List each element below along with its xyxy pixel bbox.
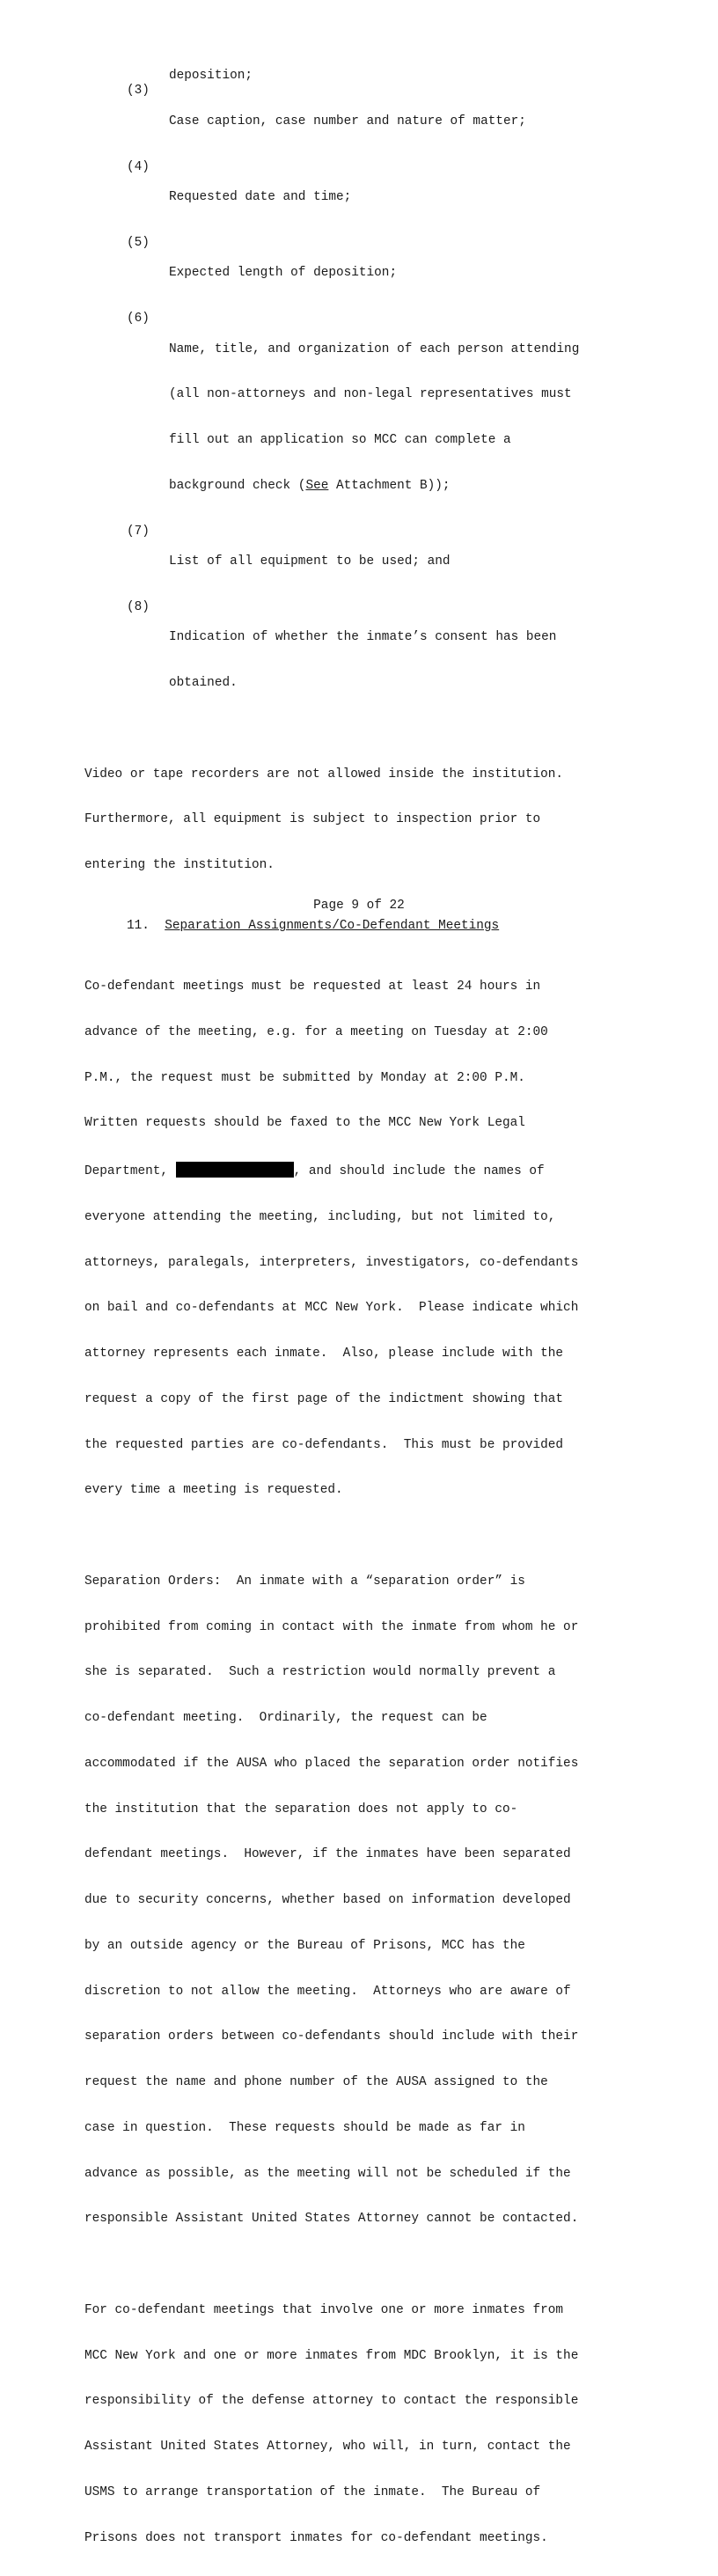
section-heading [84, 919, 648, 934]
section-title: Separation Assignments/Co-Defendant Meetings [165, 919, 500, 933]
list-item-text-with-reference [169, 479, 579, 494]
paragraph-line: on bail and co-defendants at MCC New York. Please indicate which [84, 1301, 579, 1316]
paragraph-line: Co-defendant meetings must be requested at least 24 hours in [84, 980, 541, 994]
mdc-transport-paragraph [84, 2272, 648, 2576]
paragraph-line: Video or tape recorders are not allowed inside the institution. [84, 767, 564, 782]
list-item [84, 236, 648, 312]
reference-prefix: background check ( [169, 478, 306, 493]
paragraph-line: accommodated if the AUSA who placed the separation order notifies [84, 1756, 579, 1771]
redaction-block [176, 1162, 294, 1178]
paragraph-line: advance as possible, as the meeting will not be scheduled if the [84, 2166, 571, 2181]
paragraph-line: attorney represents each inmate. Also, please include with the [84, 1347, 564, 1361]
paragraph-line: For co-defendant meetings that involve one or more inmates from [84, 2302, 564, 2317]
redacted-line-suffix: , and should include the names of [293, 1164, 545, 1178]
paragraph-line: MCC New York and one or more inmates from MDC Brooklyn, it is the [84, 2348, 579, 2363]
paragraph-line: request a copy of the first page of the indictment showing that [84, 1391, 564, 1406]
list-item-text: List of all equipment to be used; and [169, 554, 451, 569]
codefendant-paragraph [84, 950, 648, 1530]
list-item [84, 312, 648, 525]
paragraph-line: she is separated. Such a restriction would normally prevent a [84, 1665, 556, 1680]
paragraph-line: P.M., the request must be submitted by Monday at 2:00 P.M. [84, 1070, 525, 1085]
paragraph-line: the institution that the separation does not apply to co- [84, 1802, 518, 1816]
paragraph-line: Separation Orders: An inmate with a “separation order” is [84, 1574, 525, 1589]
list-item [84, 600, 648, 722]
list-item-number: (7) [127, 524, 150, 539]
paragraph-line: discretion to not allow the meeting. Attorneys who are aware of [84, 1984, 571, 1999]
list-item-text: Case caption, case number and nature of matter; [169, 114, 526, 128]
paragraph-line: advance of the meeting, e.g. for a meeting on Tuesday at 2:00 [84, 1024, 548, 1039]
paragraph-line: case in question. These requests should be made as far in [84, 2120, 525, 2135]
paragraph-line: USMS to arrange transportation of the inmate. The Bureau of [84, 2484, 541, 2499]
list-item [84, 160, 648, 236]
paragraph-line: Written requests should be faxed to the MCC New York Legal [84, 1116, 525, 1131]
paragraph-line: separation orders between co-defendants should include with their [84, 2029, 579, 2044]
see-reference: See [305, 478, 329, 493]
paragraph-line: defendant meetings. However, if the inmates have been separated [84, 1847, 571, 1862]
document-page [84, 69, 648, 2576]
list-item-text: (all non-attorneys and non-legal representatives must [169, 387, 572, 402]
list-item-text: Name, title, and organization of each person attending [169, 341, 580, 356]
paragraph-line: due to security concerns, whether based on information developed [84, 1893, 571, 1907]
paragraph-line: responsibility of the defense attorney to contact the responsible [84, 2394, 579, 2409]
reference-suffix: Attachment B)); [328, 478, 451, 493]
paragraph-line: entering the institution. [84, 858, 275, 872]
paragraph-line: by an outside agency or the Bureau of Prisons, MCC has the [84, 1938, 525, 1953]
list-item-text: Requested date and time; [169, 190, 352, 204]
paragraph-line: everyone attending the meeting, including, but not limited to, [84, 1209, 556, 1224]
paragraph-line: every time a meeting is requested. [84, 1483, 343, 1498]
list-item [84, 84, 648, 159]
list-item-text: obtained. [169, 676, 238, 690]
list-item-text: fill out an application so MCC can complete a [169, 433, 511, 447]
list-item-number: (5) [127, 235, 150, 250]
section-number: 11. [127, 919, 150, 933]
paragraph-line: Assistant United States Attorney, who will, in turn, contact the [84, 2440, 571, 2454]
list-item-text: Indication of whether the inmate’s consent has been [169, 630, 557, 645]
separation-orders-paragraph [84, 1544, 648, 2257]
list-item [84, 525, 648, 600]
list-item-number: (8) [127, 599, 150, 614]
paragraph-line: prohibited from coming in contact with the inmate from whom he or [84, 1619, 579, 1634]
paragraph-line-redacted [84, 1162, 648, 1179]
requirements-list [84, 69, 648, 722]
page-number-footer: Page 9 of 22 [313, 899, 405, 913]
paragraph-line: the requested parties are co-defendants. This must be provided [84, 1437, 564, 1452]
paragraph-line: responsible Assistant United States Attorney cannot be contacted. [84, 2212, 579, 2227]
list-item-continuation: deposition; [169, 69, 253, 83]
redacted-line-prefix: Department, [84, 1164, 176, 1178]
list-item-text: Expected length of deposition; [169, 266, 398, 281]
paragraph-line: Prisons does not transport inmates for co-defendant meetings. [84, 2530, 548, 2545]
paragraph-line: attorneys, paralegals, interpreters, investigators, co-defendants [84, 1255, 579, 1270]
list-item-number: (6) [127, 312, 150, 326]
video-paragraph [84, 737, 648, 904]
paragraph-line: request the name and phone number of the AUSA assigned to the [84, 2075, 548, 2089]
list-item-number: (3) [127, 84, 150, 99]
paragraph-line: co-defendant meeting. Ordinarily, the request can be [84, 1711, 487, 1725]
paragraph-line: Furthermore, all equipment is subject to inspection prior to [84, 812, 541, 827]
list-item-number: (4) [127, 159, 150, 174]
